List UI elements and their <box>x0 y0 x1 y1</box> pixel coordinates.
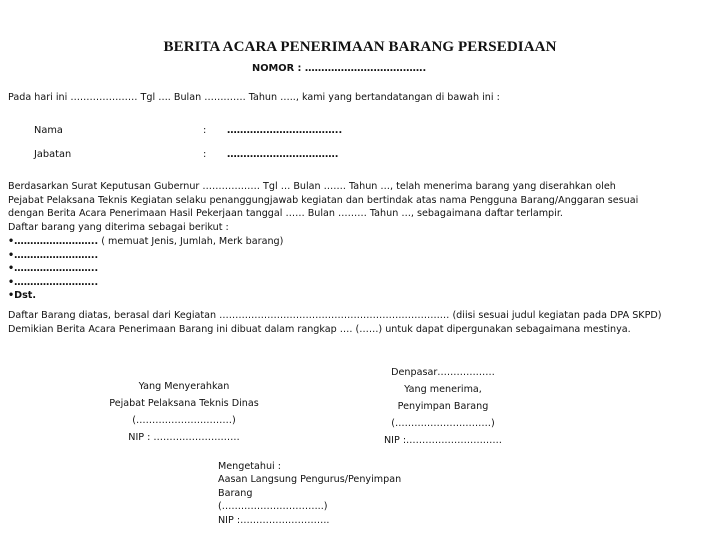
body-paragraph <box>8 180 638 234</box>
closing-paragraph <box>8 309 662 336</box>
body-line: dengan Berita Acara Penerimaan Hasil Pekerjaan tanggal …… Bulan ……… Tahun …, sebagaimana daftar terlampir. <box>8 208 563 220</box>
left-signature-role: Yang Menyerahkan <box>138 381 230 392</box>
list-item <box>8 262 283 276</box>
field-label-nama: Nama <box>34 125 63 136</box>
acknowledgement-nip: NIP :………………………. <box>218 514 330 526</box>
item-list <box>8 235 283 303</box>
left-signature-block <box>84 378 284 446</box>
item-bullet: •…………………….. <box>8 263 99 275</box>
body-line: Daftar barang yang diterima sebagai berikut : <box>8 221 229 233</box>
field-value-nama: …………………………….. <box>227 125 343 136</box>
acknowledgement-block <box>218 460 401 527</box>
right-signature-place-date: Denpasar……………… <box>391 367 495 378</box>
opening-paragraph: Pada hari ini ………………… Tgl …. Bulan …………. Tahun ….., kami yang bertandatangan di bawah ini : <box>8 92 500 103</box>
item-bullet: •…………………….. <box>8 236 99 247</box>
closing-line: Demikian Berita Acara Penerimaan Barang ini dibuat dalam rangkap …. (……) untuk dapat dipergunakan sebagaimana mestinya. <box>8 323 631 335</box>
item-bullet: •Dst. <box>8 290 37 302</box>
body-line: Berdasarkan Surat Keputusan Gubernur ……………… Tgl … Bulan ……. Tahun …, telah menerima barang yang diserahkan oleh <box>8 181 616 192</box>
right-signature-role: Yang menerima, <box>404 384 482 395</box>
acknowledgement-line2: Barang <box>218 487 253 499</box>
item-note: ( memuat Jenis, Jumlah, Merk barang) <box>98 236 284 247</box>
list-item <box>8 235 283 249</box>
right-signature-nip: NIP :………………………… <box>383 435 502 446</box>
field-colon-nama: : <box>203 125 207 136</box>
acknowledgement-label: Mengetahui : <box>218 461 282 472</box>
field-value-jabatan: ……………………………. <box>227 149 339 160</box>
right-signature-name: (…………………………) <box>391 418 495 429</box>
list-item <box>8 249 283 263</box>
field-colon-jabatan: : <box>203 149 207 160</box>
body-line: Pejabat Pelaksana Teknis Kegiatan selaku penanggungjawab kegiatan dan bertindak atas nama Pengguna Barang/Anggaran sesuai <box>8 194 639 206</box>
right-signature-position: Penyimpan Barang <box>397 401 489 412</box>
item-bullet: •…………………….. <box>8 249 99 261</box>
acknowledgement-name: (…………………………..) <box>218 501 328 513</box>
right-signature-block <box>343 364 543 449</box>
left-signature-nip: NIP : ……………………… <box>128 432 240 443</box>
field-label-jabatan: Jabatan <box>34 149 72 160</box>
left-signature-position: Pejabat Pelaksana Teknis Dinas <box>109 398 259 409</box>
left-signature-name: (…………………………) <box>132 415 236 426</box>
document-title: BERITA ACARA PENERIMAAN BARANG PERSEDIAAN <box>163 39 557 55</box>
closing-line: Daftar Barang diatas, berasal dari Kegiatan ……………………………………………………………… (diisi sesuai judul kegiatan pada DPA SKPD) <box>8 310 662 321</box>
acknowledgement-line1: Aasan Langsung Pengurus/Penyimpan <box>218 474 402 486</box>
item-bullet: •…………………….. <box>8 276 99 288</box>
list-item <box>8 289 283 303</box>
list-item <box>8 276 283 290</box>
document-number: NOMOR : ………………………………. <box>252 63 427 74</box>
